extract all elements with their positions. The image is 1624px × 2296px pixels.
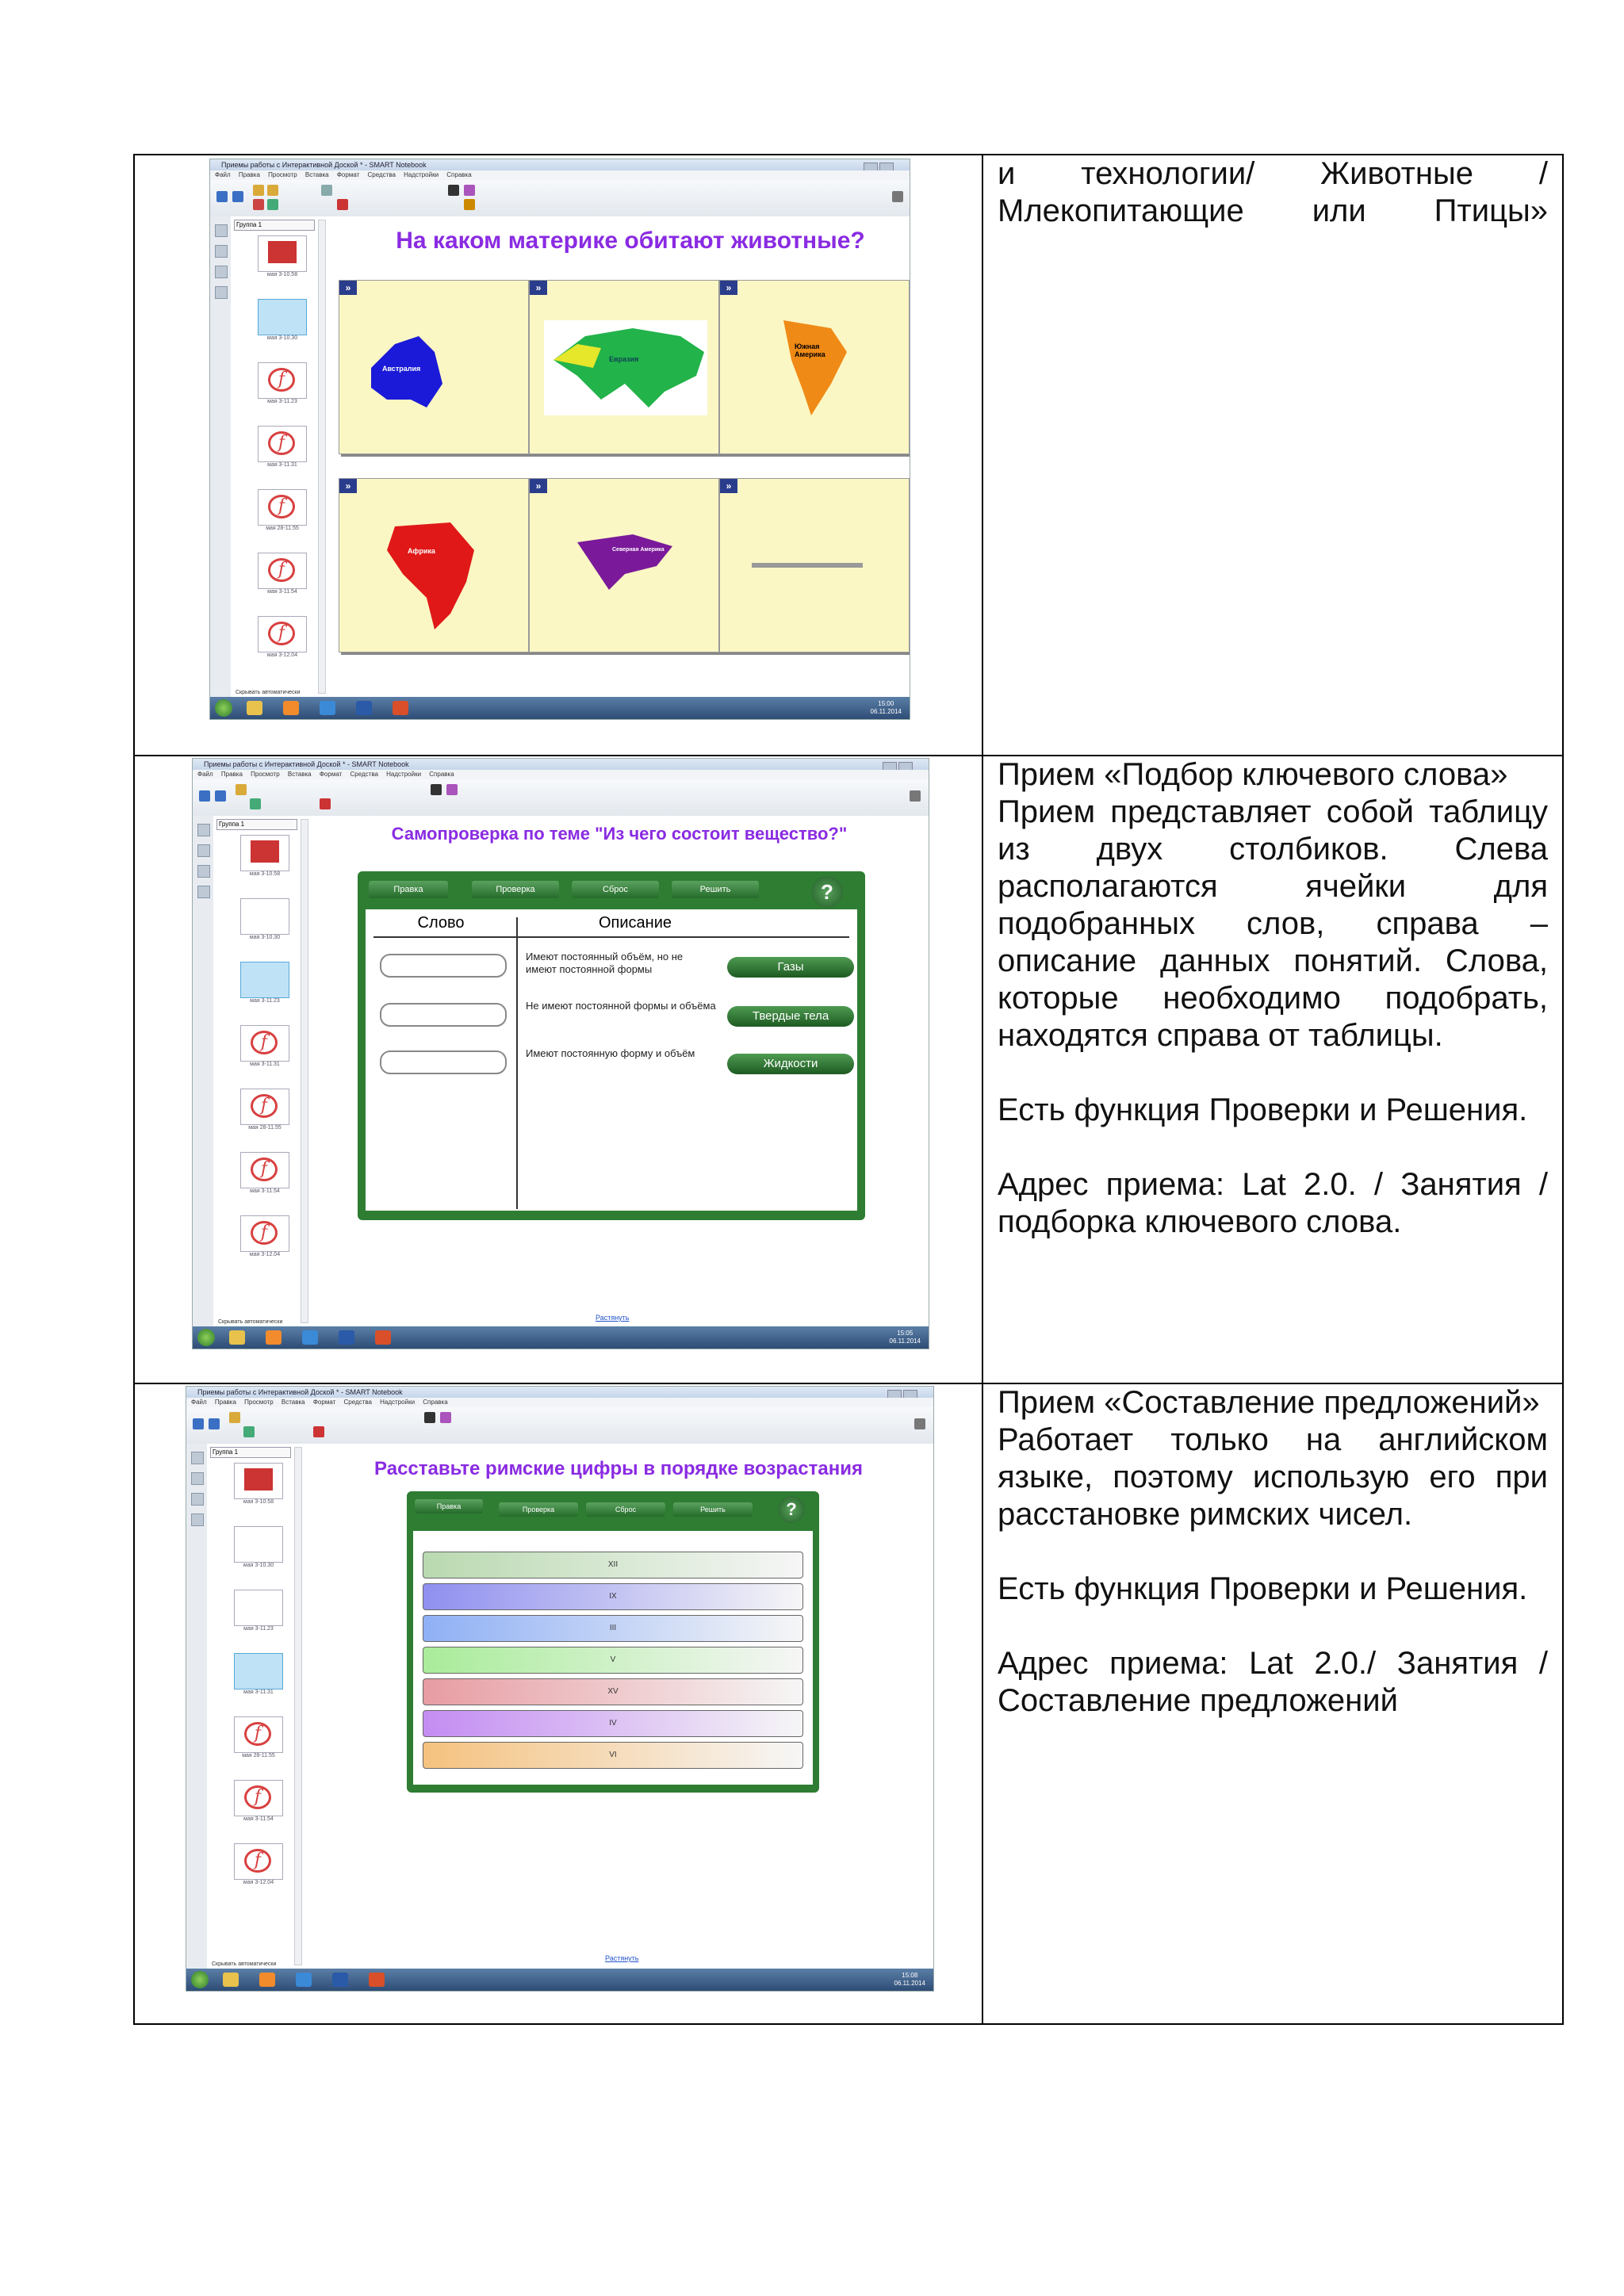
gear-icon bbox=[892, 191, 903, 202]
chevron-right-icon[interactable]: » bbox=[339, 479, 357, 493]
flash-icon: f bbox=[244, 1849, 271, 1873]
media-icon[interactable] bbox=[283, 701, 299, 715]
thumb-page-3[interactable] bbox=[258, 362, 307, 399]
slide-title: Расставьте римские цифры в порядке возрастания bbox=[374, 1458, 863, 1479]
clock: 15:08 06.11.2014 bbox=[894, 1972, 925, 1987]
chrome-icon[interactable] bbox=[302, 1330, 318, 1345]
card-empty[interactable] bbox=[719, 478, 910, 652]
flash-icon: f bbox=[244, 1785, 271, 1809]
smart-notebook-screenshot bbox=[186, 1386, 934, 1992]
toolbar bbox=[186, 1407, 933, 1445]
method-description bbox=[983, 155, 1562, 230]
method-description bbox=[983, 756, 1562, 1241]
thumb-page-2[interactable] bbox=[240, 898, 289, 935]
forward-arrow-icon bbox=[232, 191, 243, 202]
card-label: Африка bbox=[408, 547, 435, 555]
thumb-caption: мая 3-11.31 bbox=[267, 462, 297, 468]
shape-icon bbox=[464, 199, 475, 210]
start-button[interactable] bbox=[191, 1971, 209, 1988]
thumb-caption: мая 3-11.54 bbox=[250, 1188, 280, 1194]
window-title: Приемы работы с Интерактивной Доской * - SMART Notebook bbox=[186, 1387, 933, 1398]
sidebar-tabs bbox=[210, 216, 232, 697]
undo-icon bbox=[253, 185, 264, 196]
menu-bar: Файл Правка Просмотр Вставка Формат Средства Надстройки Справка bbox=[210, 170, 910, 180]
thumb-page-5[interactable] bbox=[240, 1089, 289, 1125]
select-icon bbox=[431, 784, 442, 795]
page-sorter bbox=[231, 216, 328, 697]
flash-icon: f bbox=[244, 1722, 271, 1746]
reset-button[interactable]: Сброс bbox=[572, 881, 659, 898]
powerpoint-icon[interactable] bbox=[393, 701, 408, 715]
card-label: Евразия bbox=[609, 355, 639, 363]
table-row bbox=[134, 1383, 1563, 2024]
menu-bar: Файл Правка Просмотр Вставка Формат Средства Надстройки Справка bbox=[186, 1398, 933, 1407]
back-arrow-icon bbox=[199, 790, 210, 802]
column-description-header: Описание bbox=[598, 914, 672, 932]
thumb-page-3[interactable] bbox=[240, 962, 289, 998]
table-row bbox=[134, 155, 1563, 756]
header-divider bbox=[373, 936, 849, 938]
thumb-page-7[interactable] bbox=[258, 616, 307, 652]
slide-title: Самопроверка по теме "Из чего состоит вещество?" bbox=[391, 824, 848, 844]
thumb-caption: мая 3-10.30 bbox=[266, 335, 298, 341]
powerpoint-icon[interactable] bbox=[375, 1330, 391, 1345]
thumb-page-1[interactable] bbox=[258, 235, 307, 272]
gallery-icon bbox=[197, 844, 210, 857]
description-text: Адрес приема: Lat 2.0./ Занятия / Составление предложений bbox=[998, 1646, 1548, 1718]
start-button[interactable] bbox=[215, 699, 232, 717]
thumb-page-7[interactable] bbox=[234, 1843, 283, 1880]
word-icon[interactable] bbox=[339, 1330, 354, 1345]
sentence-widget bbox=[407, 1491, 819, 1793]
word-drop-slot-3[interactable] bbox=[380, 1050, 507, 1074]
undo-icon bbox=[236, 784, 247, 795]
card-south-america[interactable] bbox=[719, 280, 910, 454]
text-cell bbox=[982, 756, 1563, 1383]
chevron-right-icon[interactable]: » bbox=[720, 479, 737, 493]
thumb-caption: мая 3-11.54 bbox=[267, 589, 297, 595]
sidebar-tabs bbox=[193, 816, 214, 1326]
properties-icon bbox=[197, 886, 210, 898]
thumb-caption: мая 3-10.58 bbox=[266, 272, 298, 277]
answer-word-2[interactable]: Твердые тела bbox=[727, 1006, 854, 1027]
pen-icon bbox=[440, 1412, 451, 1423]
thumbs-scrollbar[interactable] bbox=[294, 1447, 302, 1965]
page-sorter-icon bbox=[197, 824, 210, 836]
card-eurasia[interactable] bbox=[529, 280, 719, 454]
gear-icon bbox=[910, 790, 921, 802]
clock: 15:00 06.11.2014 bbox=[870, 700, 902, 715]
description-text: Есть функция Проверки и Решения. bbox=[998, 1571, 1528, 1606]
save-icon bbox=[243, 1426, 255, 1437]
keyword-widget bbox=[358, 871, 865, 1220]
methods-table bbox=[133, 154, 1564, 2025]
window-controls bbox=[881, 760, 925, 768]
slide-title: На каком материке обитают животные? bbox=[396, 228, 865, 254]
select-icon bbox=[424, 1412, 435, 1423]
chevron-right-icon[interactable]: » bbox=[530, 281, 547, 295]
delete-icon bbox=[313, 1426, 324, 1437]
smart-notebook-screenshot bbox=[209, 159, 910, 720]
thumb-page-5[interactable] bbox=[234, 1716, 283, 1753]
menu-bar: Файл Правка Просмотр Вставка Формат Средства Надстройки Справка bbox=[193, 770, 929, 779]
sidebar-tabs bbox=[186, 1444, 208, 1969]
window-title: Приемы работы с Интерактивной Доской * - SMART Notebook bbox=[193, 759, 929, 770]
back-arrow-icon bbox=[216, 191, 228, 202]
thumb-caption: мая 3-10.30 bbox=[243, 1563, 274, 1568]
clock: 15:05 06.11.2014 bbox=[889, 1330, 921, 1345]
gear-icon bbox=[914, 1418, 925, 1429]
slide-canvas bbox=[310, 816, 929, 1326]
page-sorter-icon bbox=[191, 1452, 204, 1464]
method-title: Прием «Составление предложений» bbox=[998, 1385, 1540, 1420]
thumb-caption: мая 3-12.04 bbox=[266, 652, 298, 658]
auto-hide-checkbox[interactable]: Скрывать автоматически bbox=[218, 1319, 283, 1325]
gallery-icon bbox=[191, 1472, 204, 1485]
flash-icon: f bbox=[268, 431, 295, 455]
thumb-page-4[interactable] bbox=[234, 1653, 283, 1689]
chevron-right-icon[interactable]: » bbox=[339, 281, 357, 295]
toolbar bbox=[193, 779, 929, 817]
word-icon[interactable] bbox=[356, 701, 372, 715]
word-icon[interactable] bbox=[332, 1973, 348, 1987]
help-button[interactable]: ? bbox=[811, 876, 843, 908]
help-button[interactable]: ? bbox=[778, 1496, 805, 1523]
card-africa[interactable] bbox=[339, 478, 529, 652]
method-description bbox=[983, 1384, 1562, 1720]
roman-numeral-bar[interactable]: V bbox=[423, 1647, 803, 1674]
select-icon bbox=[448, 185, 459, 196]
thumbs-scrollbar[interactable] bbox=[318, 220, 326, 694]
flash-icon: f bbox=[268, 495, 295, 519]
description-text: Работает только на английском языке, поэтому использую его при расстановке римских чисел. bbox=[998, 1422, 1548, 1532]
properties-icon bbox=[191, 1513, 204, 1526]
description-text: Адрес приема: Lat 2.0. / Занятия / подборка ключевого слова. bbox=[998, 1167, 1548, 1239]
roman-numeral-bar[interactable]: III bbox=[423, 1615, 803, 1642]
flash-icon: f bbox=[268, 368, 295, 392]
flash-icon: f bbox=[251, 1158, 278, 1181]
chevron-right-icon[interactable]: » bbox=[720, 281, 737, 295]
group-select[interactable]: Группа 1 bbox=[234, 220, 315, 231]
roman-numeral-bar[interactable]: IV bbox=[423, 1710, 803, 1737]
table-icon bbox=[321, 185, 332, 196]
thumb-page-5[interactable] bbox=[258, 489, 307, 526]
answer-word-1[interactable]: Газы bbox=[727, 957, 854, 978]
pen-icon bbox=[446, 784, 458, 795]
toolbar bbox=[210, 180, 910, 217]
save-icon bbox=[267, 199, 278, 210]
pen-icon bbox=[464, 185, 475, 196]
undo-icon bbox=[229, 1412, 240, 1423]
description-text: Есть функция Проверки и Решения. bbox=[998, 1093, 1528, 1127]
edit-button[interactable]: Правка bbox=[369, 881, 448, 898]
word-drop-slot-1[interactable] bbox=[380, 954, 507, 978]
redo-icon bbox=[267, 185, 278, 196]
method-title: Прием «Подбор ключевого слова» bbox=[998, 757, 1508, 792]
window-controls bbox=[862, 161, 906, 169]
properties-icon bbox=[215, 286, 228, 299]
card-label: Северная Америка bbox=[612, 547, 665, 553]
text-cell bbox=[982, 155, 1563, 756]
screenshot-cell bbox=[134, 155, 982, 756]
roman-numeral-bar[interactable]: XV bbox=[423, 1678, 803, 1705]
open-icon bbox=[253, 199, 264, 210]
thumb-page-1[interactable] bbox=[234, 1463, 283, 1499]
page-sorter bbox=[213, 816, 311, 1326]
card-north-america[interactable] bbox=[529, 478, 719, 652]
forward-arrow-icon bbox=[209, 1418, 220, 1429]
thumb-page-2[interactable] bbox=[258, 299, 307, 335]
text-cell bbox=[982, 1383, 1563, 2024]
bars-area bbox=[413, 1531, 813, 1785]
stretch-link[interactable]: Растянуть bbox=[596, 1314, 630, 1322]
save-icon bbox=[250, 798, 261, 809]
screenshot-cell bbox=[134, 1383, 982, 2024]
south-america-map bbox=[720, 281, 909, 453]
slide-canvas bbox=[304, 1444, 933, 1969]
chrome-icon[interactable] bbox=[296, 1973, 312, 1987]
chevron-right-icon[interactable]: » bbox=[530, 479, 547, 493]
description-item: Не имеют постоянной формы и объёма bbox=[526, 1000, 716, 1012]
screenshot-cell bbox=[134, 756, 982, 1383]
gallery-icon bbox=[215, 245, 228, 258]
attachments-icon bbox=[215, 266, 228, 278]
word-drop-slot-2[interactable] bbox=[380, 1003, 507, 1027]
window-controls bbox=[886, 1388, 930, 1396]
thumb-page-4[interactable] bbox=[258, 426, 307, 462]
thumb-caption: мая 28-11.55 bbox=[242, 1753, 275, 1758]
roman-numeral-bar[interactable]: VI bbox=[423, 1742, 803, 1769]
windows-taskbar bbox=[186, 1969, 933, 1991]
description-item: Имеют постоянный объём, но не имеют постоянной формы bbox=[526, 951, 684, 975]
edit-button[interactable]: Правка bbox=[415, 1499, 483, 1513]
thumb-page-2[interactable] bbox=[234, 1526, 283, 1563]
solve-button[interactable]: Решить bbox=[673, 1502, 753, 1517]
reset-button[interactable]: Сброс bbox=[586, 1502, 665, 1517]
column-divider bbox=[516, 917, 518, 1209]
thumb-caption: мая 3-11.31 bbox=[243, 1689, 274, 1695]
thumb-caption: мая 3-11.54 bbox=[243, 1816, 274, 1822]
explorer-icon[interactable] bbox=[229, 1330, 245, 1345]
check-button[interactable]: Проверка bbox=[472, 881, 559, 898]
thumb-page-6[interactable] bbox=[258, 553, 307, 589]
answer-word-3[interactable]: Жидкости bbox=[727, 1054, 854, 1074]
chrome-icon[interactable] bbox=[320, 701, 335, 715]
flash-icon: f bbox=[251, 1094, 278, 1118]
solve-button[interactable]: Решить bbox=[672, 881, 759, 898]
stretch-link[interactable]: Растянуть bbox=[605, 1954, 639, 1962]
check-button[interactable]: Проверка bbox=[499, 1502, 578, 1517]
media-icon[interactable] bbox=[259, 1973, 275, 1987]
description-item: Имеют постоянную форму и объём bbox=[526, 1047, 695, 1059]
thumb-caption: мая 3-12.04 bbox=[249, 1252, 281, 1257]
thumb-page-4[interactable] bbox=[240, 1025, 289, 1062]
smart-notebook-screenshot bbox=[192, 758, 929, 1349]
description-text: Прием представляет собой таблицу из двух столбиков. Слева располагаются ячейки для подобранных слов, справа – описание данных понятий. Слова, которые необходимо подобрать, находятся справа от таблицы. bbox=[998, 794, 1548, 1053]
thumb-caption: мая 28-11.55 bbox=[248, 1125, 282, 1131]
card-label: Южная Америка bbox=[795, 342, 825, 358]
auto-hide-checkbox[interactable]: Скрывать автоматически bbox=[236, 690, 301, 695]
delete-icon bbox=[337, 199, 348, 210]
attachments-icon bbox=[197, 865, 210, 878]
slide-canvas bbox=[327, 216, 910, 697]
flash-icon: f bbox=[251, 1221, 278, 1245]
thumb-page-3[interactable] bbox=[234, 1590, 283, 1626]
windows-taskbar bbox=[193, 1326, 929, 1349]
group-select[interactable]: Группа 1 bbox=[216, 819, 297, 830]
flash-icon: f bbox=[251, 1031, 278, 1054]
group-select[interactable]: Группа 1 bbox=[210, 1447, 291, 1458]
flash-icon: f bbox=[268, 558, 295, 582]
card-label: Австралия bbox=[382, 365, 421, 373]
page-sorter-icon bbox=[215, 224, 228, 237]
thumb-page-1[interactable] bbox=[240, 835, 289, 871]
start-button[interactable] bbox=[197, 1329, 215, 1346]
thumb-page-7[interactable] bbox=[240, 1215, 289, 1252]
media-icon[interactable] bbox=[266, 1330, 282, 1345]
thumb-caption: мая 3-10.58 bbox=[243, 1499, 274, 1505]
explorer-icon[interactable] bbox=[223, 1973, 239, 1987]
thumb-caption: мая 3-11.23 bbox=[250, 998, 280, 1004]
forward-arrow-icon bbox=[215, 790, 226, 802]
description-text: и технологии/ Животные / Млекопитающие или Птицы» bbox=[998, 156, 1548, 228]
thumbs-scrollbar[interactable] bbox=[301, 819, 308, 1323]
thumb-caption: мая 3-11.23 bbox=[243, 1626, 274, 1632]
attachments-icon bbox=[191, 1493, 204, 1506]
explorer-icon[interactable] bbox=[247, 701, 262, 715]
window-title: Приемы работы с Интерактивной Доской * - SMART Notebook bbox=[210, 159, 910, 170]
eurasia-map bbox=[530, 281, 718, 453]
table-row bbox=[134, 756, 1563, 1383]
thumb-caption: мая 3-10.58 bbox=[249, 871, 281, 877]
roman-numeral-bar[interactable]: XII bbox=[423, 1552, 803, 1578]
thumb-caption: мая 3-10.30 bbox=[249, 935, 281, 940]
thumb-caption: мая 3-12.04 bbox=[243, 1880, 274, 1885]
powerpoint-icon[interactable] bbox=[369, 1973, 385, 1987]
thumb-caption: мая 28-11.55 bbox=[266, 526, 299, 531]
back-arrow-icon bbox=[193, 1418, 204, 1429]
thumb-caption: мая 3-11.31 bbox=[250, 1062, 280, 1067]
africa-map bbox=[339, 479, 528, 652]
auto-hide-checkbox[interactable]: Скрывать автоматически bbox=[212, 1961, 277, 1967]
thumb-caption: мая 3-11.23 bbox=[267, 399, 297, 404]
thumb-page-6[interactable] bbox=[234, 1780, 283, 1816]
windows-taskbar bbox=[210, 697, 910, 719]
roman-numeral-bar[interactable]: IX bbox=[423, 1583, 803, 1610]
thumb-page-6[interactable] bbox=[240, 1152, 289, 1188]
card-australia[interactable] bbox=[339, 280, 529, 454]
flash-icon: f bbox=[268, 622, 295, 645]
column-word-header: Слово bbox=[417, 914, 465, 932]
north-america-map bbox=[530, 479, 718, 652]
page-sorter bbox=[207, 1444, 304, 1969]
australia-map bbox=[339, 281, 528, 453]
delete-icon bbox=[320, 798, 331, 809]
